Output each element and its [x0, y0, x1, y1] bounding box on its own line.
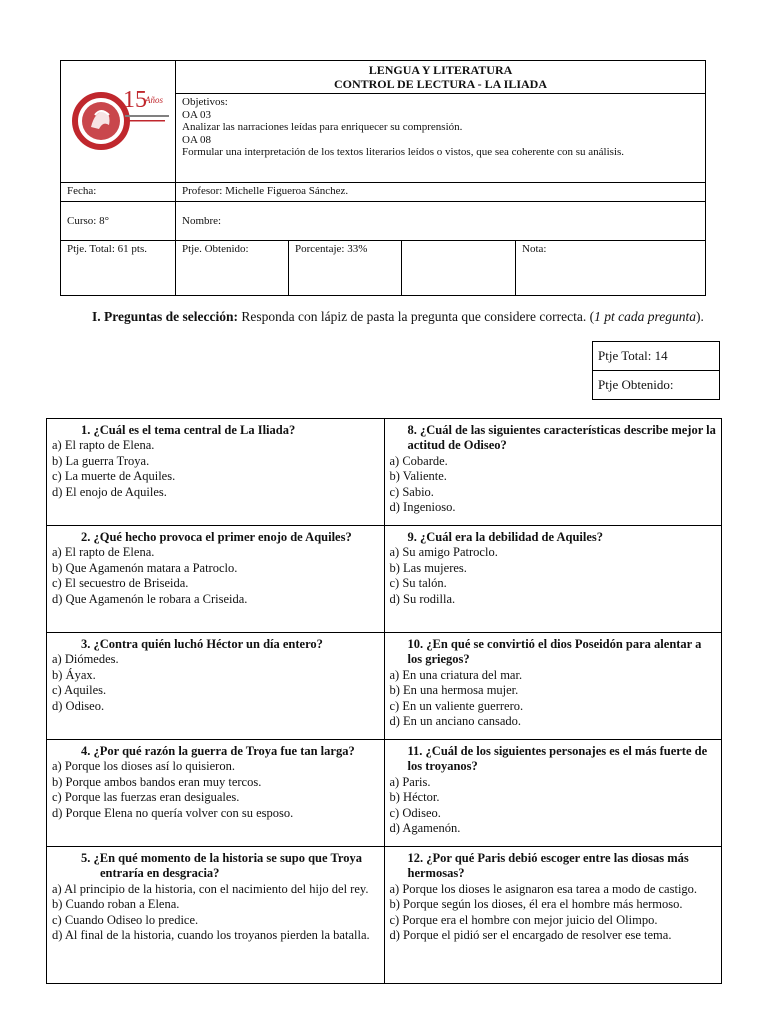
question-5 [47, 847, 385, 984]
blank-field[interactable] [402, 241, 516, 296]
score-obtained[interactable]: Ptje Obtenido: [593, 371, 720, 400]
option-b[interactable]: b) Valiente. [389, 469, 447, 484]
porcentaje-field: Porcentaje: 33% [289, 241, 402, 296]
ptje-obtenido-field[interactable]: Ptje. Obtenido: [176, 241, 289, 296]
option-b[interactable]: b) Áyax. [52, 667, 96, 682]
option-b[interactable]: b) Las mujeres. [389, 560, 467, 575]
section-number: I. [92, 309, 101, 324]
option-b[interactable]: b) La guerra Troya. [52, 453, 150, 468]
option-c[interactable]: c) Aquiles. [52, 683, 107, 698]
option-d[interactable]: d) Su rodilla. [389, 591, 456, 606]
oa2-code: OA 08 [182, 133, 212, 146]
header-table [60, 60, 706, 296]
questions-table [46, 418, 722, 984]
question-10 [384, 633, 722, 740]
score-box [592, 341, 720, 400]
question-title: 4. ¿Por qué razón la guerra de Troya fue tan larga? [81, 744, 355, 758]
question-9 [384, 526, 722, 633]
question-12 [384, 847, 722, 984]
option-a[interactable]: a) Diómedes. [52, 652, 119, 667]
option-d[interactable]: d) Porque Elena no quería volver con su esposo. [52, 805, 294, 820]
option-c[interactable]: c) Odiseo. [389, 805, 441, 820]
objectives-label: Objetivos: [182, 96, 228, 108]
option-d[interactable]: d) Agamenón. [389, 821, 461, 836]
option-c[interactable]: c) Porque las fuerzas eran desiguales. [52, 790, 240, 805]
curso-field: Curso: 8° [61, 202, 176, 241]
question-title: 2. ¿Qué hecho provoca el primer enojo de Aquiles? [81, 530, 352, 544]
option-d[interactable]: d) En un anciano cansado. [389, 714, 522, 729]
oa2-text: Formular una interpretación de los textos literarios leídos o vistos, que sea coherente con su análisis. [182, 146, 625, 158]
question-title: 8. ¿Cuál de las siguientes características describe mejor la actitud de Odiseo? [407, 423, 716, 453]
option-d[interactable]: d) El enojo de Aquiles. [52, 484, 167, 499]
option-d[interactable]: d) Porque el pidió ser el encargado de resolver ese tema. [389, 928, 672, 943]
option-b[interactable]: b) En una hermosa mujer. [389, 683, 519, 698]
option-a[interactable]: a) Paris. [389, 774, 431, 789]
option-c[interactable]: c) Cuando Odiseo lo predice. [52, 912, 199, 927]
logo-number: 15 [123, 87, 147, 113]
logo-cell [61, 61, 176, 183]
question-title: 3. ¿Contra quién luchó Héctor un día entero? [81, 637, 323, 651]
section-points: 1 pt cada pregunta [594, 309, 696, 324]
option-a[interactable]: a) El rapto de Elena. [52, 438, 155, 453]
question-3 [47, 633, 385, 740]
school-logo [65, 75, 171, 165]
logo-script: Años [145, 95, 163, 105]
option-a[interactable]: a) Porque los dioses así lo quisieron. [52, 759, 235, 774]
option-a[interactable]: a) Cobarde. [389, 453, 448, 468]
option-b[interactable]: b) Cuando roban a Elena. [52, 897, 180, 912]
option-a[interactable]: a) Porque los dioses le asignaron esa tarea a modo de castigo. [389, 881, 698, 896]
question-title: 12. ¿Por qué Paris debió escoger entre las diosas más hermosas? [407, 851, 689, 881]
question-title: 1. ¿Cuál es el tema central de La Iliada? [81, 423, 296, 437]
option-b[interactable]: b) Porque ambos bandos eran muy tercos. [52, 774, 262, 789]
option-a[interactable]: a) En una criatura del mar. [389, 667, 523, 682]
title-cell [176, 61, 706, 94]
oa1-code: OA 03 [182, 108, 212, 121]
option-a[interactable]: a) El rapto de Elena. [52, 545, 155, 560]
option-c[interactable]: c) El secuestro de Briseida. [52, 576, 189, 591]
profesor-field: Profesor: Michelle Figueroa Sánchez. [176, 183, 706, 202]
option-b[interactable]: b) Que Agamenón matara a Patroclo. [52, 560, 238, 575]
question-8 [384, 419, 722, 526]
option-c[interactable]: c) Sabio. [389, 484, 434, 499]
fecha-field[interactable]: Fecha: [61, 183, 176, 202]
option-b[interactable]: b) Héctor. [389, 790, 440, 805]
score-total: Ptje Total: 14 [593, 342, 720, 371]
question-2 [47, 526, 385, 633]
section-title: Preguntas de selección: [104, 309, 238, 324]
subject-title: LENGUA Y LITERATURA [368, 63, 513, 77]
option-c[interactable]: c) Porque era el hombre con mejor juicio del Olimpo. [389, 912, 658, 927]
question-title: 11. ¿Cuál de los siguientes personajes es el más fuerte de los troyanos? [407, 744, 708, 774]
section-close: ). [695, 309, 704, 324]
question-title: 10. ¿En qué se convirtió el dios Poseidón para alentar a los griegos? [407, 637, 702, 667]
option-d[interactable]: d) Odiseo. [52, 698, 105, 713]
option-d[interactable]: d) Ingenioso. [389, 500, 456, 515]
ptje-total-field: Ptje. Total: 61 pts. [61, 241, 176, 296]
objectives-cell [176, 94, 706, 183]
question-title: 5. ¿En qué momento de la historia se supo que Troya entraría en desgracia? [81, 851, 362, 881]
option-d[interactable]: d) Que Agamenón le robara a Criseida. [52, 591, 248, 606]
option-c[interactable]: c) La muerte de Aquiles. [52, 469, 176, 484]
oa1-text: Analizar las narraciones leídas para enriquecer su comprensión. [182, 121, 463, 133]
section-instruction: Responda con lápiz de pasta la pregunta que considere correcta. ( [238, 309, 595, 324]
option-d[interactable]: d) Al final de la historia, cuando los troyanos pierden la batalla. [52, 928, 370, 943]
test-title: CONTROL DE LECTURA - LA ILIADA [333, 77, 548, 91]
option-c[interactable]: c) En un valiente guerrero. [389, 698, 524, 713]
option-a[interactable]: a) Al principio de la historia, con el nacimiento del hijo del rey. [52, 881, 369, 896]
option-a[interactable]: a) Su amigo Patroclo. [389, 545, 498, 560]
section-instructions [46, 308, 706, 326]
option-c[interactable]: c) Su talón. [389, 576, 447, 591]
question-1 [47, 419, 385, 526]
question-title: 9. ¿Cuál era la debilidad de Aquiles? [407, 530, 604, 544]
nombre-field[interactable]: Nombre: [176, 202, 706, 241]
nota-field[interactable]: Nota: [516, 241, 706, 296]
question-11 [384, 740, 722, 847]
question-4 [47, 740, 385, 847]
option-b[interactable]: b) Porque según los dioses, él era el hombre más hermoso. [389, 897, 683, 912]
